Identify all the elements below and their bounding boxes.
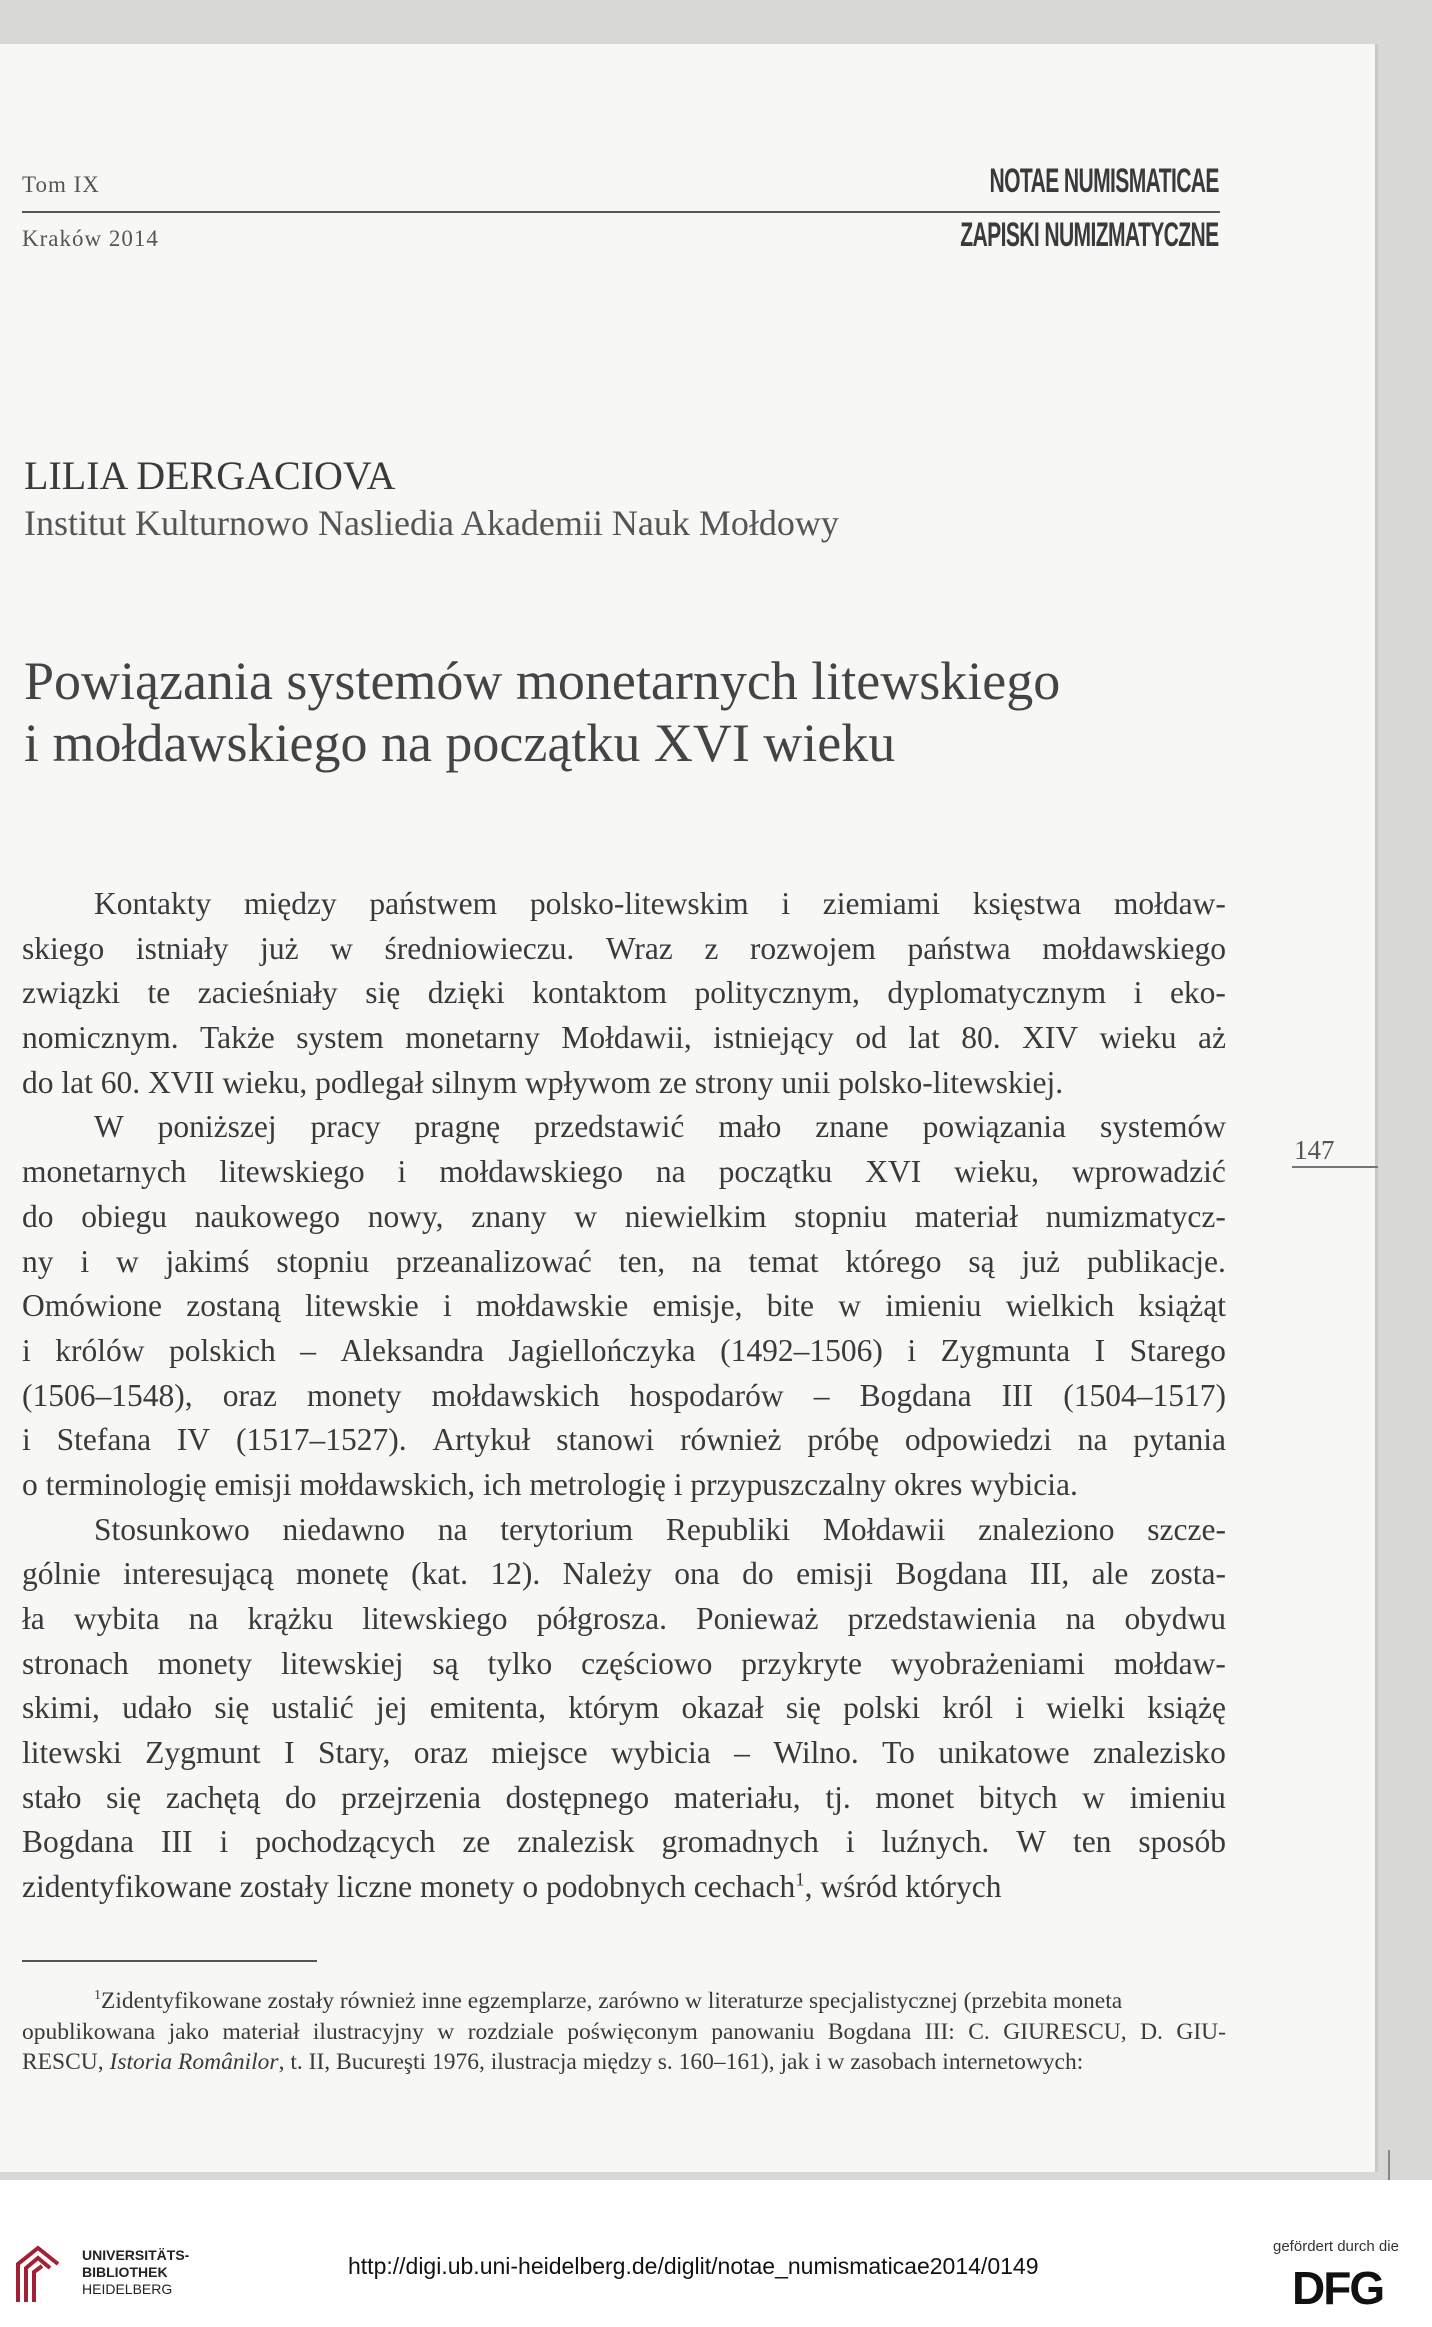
- word: mołdaw-: [1113, 1645, 1226, 1681]
- word: monetę: [295, 1556, 389, 1592]
- word: GIU-: [1176, 2018, 1226, 2045]
- word: litewskiego: [219, 1154, 365, 1190]
- word: Należy: [562, 1556, 652, 1592]
- word: III: [1001, 1377, 1034, 1413]
- word: obiegu: [81, 1198, 167, 1234]
- word: dostępnego: [505, 1779, 650, 1815]
- source-url-link[interactable]: http://digi.ub.uni-heidelberg.de/diglit/notae_numismaticae2014/0149: [348, 2253, 1039, 2279]
- word: rozwojem: [749, 930, 876, 966]
- word: terytorium: [500, 1511, 634, 1547]
- body-line: [22, 1642, 1226, 1687]
- word: III,: [1029, 1556, 1070, 1592]
- word: oraz: [413, 1735, 468, 1771]
- word: tylko: [487, 1645, 553, 1681]
- word: na: [655, 1154, 686, 1190]
- footnote-ref: 1: [795, 1869, 805, 1891]
- body-line: [22, 882, 1226, 927]
- word: półgrosza.: [536, 1601, 667, 1636]
- word: Artykuł: [432, 1422, 531, 1458]
- word: dzięki: [427, 975, 505, 1011]
- body-line: [22, 1105, 1226, 1150]
- word: jej: [375, 1690, 408, 1726]
- word: interesującą: [123, 1556, 274, 1592]
- word: tj.: [825, 1779, 851, 1815]
- footnote-text: RESCU,: [22, 2049, 110, 2075]
- journal-title-latin: NOTAE NUMISMATICAE: [989, 162, 1219, 200]
- word: litewskie: [304, 1288, 419, 1324]
- body-line: [22, 971, 1226, 1016]
- word: w: [437, 2018, 455, 2045]
- body-line: o terminologię emisji mołdawskich, ich metrologię i przypuszczalny okres wybicia.: [22, 1466, 1078, 1502]
- word: ale: [1091, 1556, 1129, 1592]
- word: średniowieczu.: [384, 930, 575, 966]
- word: eko-: [1169, 975, 1226, 1011]
- word: wieku: [1099, 1020, 1177, 1056]
- word: IV: [176, 1422, 211, 1458]
- word: litewskiego: [362, 1601, 508, 1636]
- title-line-2: i mołdawskiego na początku XVI wieku: [24, 713, 896, 773]
- word: pytania: [1133, 1422, 1226, 1458]
- word: szcze-: [1147, 1511, 1226, 1547]
- word: książę: [1147, 1690, 1226, 1726]
- word: znalezisko: [1092, 1735, 1226, 1771]
- word: w: [838, 1288, 862, 1324]
- word: W: [1016, 1824, 1046, 1860]
- body-line: [22, 1597, 1226, 1642]
- word: monetarnych: [22, 1154, 187, 1190]
- word: od: [855, 1020, 887, 1056]
- word: Bogdana: [895, 1556, 1008, 1592]
- word: krążku: [247, 1601, 334, 1636]
- word: litewskiej: [281, 1645, 404, 1681]
- word: temat: [748, 1243, 819, 1279]
- footnote-marker: 1: [94, 1987, 102, 2004]
- word: skimi,: [22, 1690, 100, 1726]
- word: Bogdana: [827, 2018, 912, 2045]
- article-author: LILIA DERGACIOVA: [24, 453, 396, 498]
- word: I: [284, 1735, 295, 1771]
- word: próbę: [807, 1422, 880, 1458]
- body-line: [22, 927, 1226, 972]
- word: ze: [462, 1824, 491, 1860]
- footnote-text: , t. II, Bucureşti 1976, ilustracja między s. 160–161), jak i w zasobach internetowych:: [278, 2049, 1084, 2075]
- body-line: [22, 1508, 1226, 1553]
- word: stopniu: [276, 1243, 370, 1279]
- word: Mołdawii: [822, 1511, 946, 1547]
- word: przedstawienia: [847, 1601, 1037, 1636]
- word: państwa: [907, 930, 1011, 966]
- footnote: [22, 1986, 1226, 2078]
- word: królów: [55, 1332, 145, 1368]
- word: D.: [1140, 2018, 1163, 2045]
- word: w: [330, 930, 353, 966]
- word: hospodarów: [629, 1377, 784, 1413]
- word: opublikowana: [22, 2018, 156, 2045]
- word: Jagiellończyka: [508, 1332, 696, 1368]
- word: na: [691, 1243, 722, 1279]
- word: księstwa: [972, 886, 1082, 921]
- word: (1517–1527).: [235, 1422, 407, 1458]
- word: 80.: [961, 1020, 1001, 1056]
- word: na: [188, 1601, 219, 1636]
- word: w: [1082, 1779, 1105, 1815]
- word: III:: [924, 2018, 955, 2045]
- word: zachętą: [165, 1779, 261, 1815]
- word: politycznym,: [694, 975, 860, 1011]
- word: rozdziale: [467, 2018, 554, 2045]
- word: skiego: [22, 930, 105, 966]
- word: przedstawić: [533, 1109, 685, 1145]
- word: powiązania: [922, 1109, 1067, 1145]
- word: Bogdana: [859, 1377, 972, 1413]
- word: obydwu: [1124, 1601, 1226, 1636]
- word: –: [813, 1377, 830, 1413]
- body-line: [22, 1820, 1226, 1865]
- word: się: [214, 1690, 250, 1726]
- word: –: [734, 1735, 750, 1771]
- word: bite: [766, 1288, 815, 1324]
- page-number: 147: [1292, 1135, 1378, 1168]
- word: luźnych.: [881, 1824, 990, 1860]
- word: mołdawskiego: [1042, 930, 1226, 966]
- word: Stary,: [318, 1735, 391, 1771]
- word: Zygmunta: [940, 1332, 1071, 1368]
- word: częściowo: [581, 1645, 713, 1681]
- word: polsko-litewskim: [529, 886, 749, 921]
- word: ten,: [618, 1243, 666, 1279]
- dfg-logo-text: DFG: [1292, 2262, 1384, 2308]
- word: emisje,: [652, 1288, 743, 1324]
- word: Omówione: [22, 1288, 162, 1324]
- word: pracy: [310, 1109, 381, 1145]
- word: na: [1077, 1422, 1108, 1458]
- body-line: [22, 1552, 1226, 1597]
- word: związki: [22, 975, 120, 1011]
- footnote-line: [22, 2017, 1226, 2048]
- body-line: [22, 1865, 1226, 1910]
- word: król: [942, 1690, 994, 1726]
- word: ła: [22, 1601, 45, 1636]
- word: udało: [122, 1690, 193, 1726]
- word: gólnie: [22, 1556, 101, 1592]
- word: Stosunkowo: [94, 1511, 250, 1547]
- word: dyplomatycznym: [887, 975, 1107, 1011]
- word: bitych: [978, 1779, 1058, 1815]
- word: (1506–1548),: [22, 1377, 193, 1413]
- word: się: [785, 1690, 821, 1726]
- body-line: [22, 1731, 1226, 1776]
- word: ny: [22, 1243, 54, 1279]
- word: oraz: [222, 1377, 277, 1413]
- word: monetarny: [405, 1020, 540, 1056]
- word: C.: [968, 2018, 990, 2045]
- body-line-text: zidentyfikowane zostały liczne monety o podobnych cechach: [22, 1869, 796, 1905]
- word: W: [94, 1109, 124, 1145]
- word: naukowego: [194, 1198, 340, 1234]
- word: stronach: [22, 1645, 129, 1681]
- word: sposób: [1138, 1824, 1226, 1860]
- title-line-1: Powiązania systemów monetarnych litewskiego: [24, 651, 1061, 711]
- word: ustalić: [271, 1690, 354, 1726]
- word: są: [968, 1243, 995, 1279]
- footnote-line: [22, 1986, 1226, 2017]
- word: książąt: [1138, 1288, 1226, 1324]
- word: wprowadzić: [1071, 1154, 1226, 1190]
- word: poświęconym: [567, 2018, 698, 2045]
- page-edge-mark: [1388, 2150, 1398, 2180]
- word: lat: [908, 1020, 940, 1056]
- word: istniały: [135, 930, 229, 966]
- place-year-label: Kraków 2014: [22, 226, 159, 251]
- word: mało: [718, 1109, 782, 1145]
- word: i: [845, 1824, 855, 1860]
- word: zostaną: [186, 1288, 281, 1324]
- word: przejrzenia: [341, 1779, 481, 1815]
- word: XIV: [1022, 1020, 1079, 1056]
- word: między: [243, 886, 337, 921]
- word: jakimś: [165, 1243, 250, 1279]
- funder-caption: gefördert durch die: [1273, 2238, 1399, 2255]
- footnote-italic-title: Istoria Românilor: [109, 2049, 279, 2075]
- word: i: [442, 1288, 452, 1324]
- word: przeanalizować: [396, 1243, 592, 1279]
- word: wybicia: [611, 1735, 711, 1771]
- article-title: [24, 650, 1254, 774]
- word: się: [106, 1779, 142, 1815]
- word: ona: [674, 1556, 720, 1592]
- word: z: [704, 930, 719, 966]
- word: niedawno: [282, 1511, 405, 1547]
- body-line: [22, 1284, 1226, 1329]
- body-line: [22, 1016, 1226, 1061]
- word: już: [1021, 1243, 1060, 1279]
- word: istniejący: [713, 1020, 834, 1056]
- word: już: [260, 930, 299, 966]
- body-line: [22, 1240, 1226, 1285]
- word: znaleziono: [978, 1511, 1115, 1547]
- word: pochodzących: [255, 1824, 436, 1860]
- word: pragnę: [414, 1109, 501, 1145]
- word: Zygmunt: [145, 1735, 261, 1771]
- word: emitenta,: [429, 1690, 547, 1726]
- word: Wilno.: [773, 1735, 859, 1771]
- word: jako: [168, 2018, 210, 2045]
- word: i: [80, 1243, 90, 1279]
- word: są: [432, 1645, 459, 1681]
- word: Stefana: [56, 1422, 152, 1458]
- body-line: [22, 1195, 1226, 1240]
- word: materiał: [914, 1198, 1018, 1234]
- word: zacieśniały: [197, 975, 338, 1011]
- footnote-rule: [22, 1960, 317, 1962]
- word: (1504–1517): [1063, 1377, 1226, 1413]
- word: polskich: [169, 1332, 276, 1368]
- word: Starego: [1129, 1332, 1226, 1368]
- word: i: [907, 1332, 917, 1368]
- word: aż: [1198, 1020, 1226, 1056]
- word: znany: [471, 1198, 547, 1234]
- word: Aleksandra: [340, 1332, 484, 1368]
- body-line: [22, 1329, 1226, 1374]
- word: systemów: [1099, 1109, 1226, 1145]
- body-line: do lat 60. XVII wieku, podlegał silnym wpływom ze strony unii polsko-litewskiej.: [22, 1064, 1064, 1100]
- word: materiał: [222, 2018, 300, 2045]
- library-name: UNIVERSITÄTS- BIBLIOTHEK HEIDELBERG: [82, 2247, 190, 2297]
- word: wielki: [1046, 1690, 1126, 1726]
- word: kontaktom: [532, 975, 667, 1011]
- word: i: [1133, 975, 1143, 1011]
- word: początku: [718, 1154, 833, 1190]
- word: na: [437, 1511, 468, 1547]
- volume-label: Tom IX: [22, 172, 100, 197]
- word: odpowiedzi: [904, 1422, 1052, 1458]
- word: państwem: [369, 886, 498, 921]
- word: Także: [200, 1020, 275, 1056]
- word: system: [296, 1020, 384, 1056]
- body-line: [22, 1374, 1226, 1419]
- word: do: [22, 1198, 54, 1234]
- word: ziemiami: [822, 886, 940, 921]
- word: (kat.: [411, 1556, 468, 1592]
- word: te: [147, 975, 171, 1011]
- body-line-text: , wśród których: [804, 1869, 1002, 1905]
- word: również: [680, 1422, 782, 1458]
- word: i: [781, 886, 791, 921]
- word: nomicznym.: [22, 1020, 179, 1056]
- word: Mołdawii,: [561, 1020, 692, 1056]
- word: I: [1094, 1332, 1106, 1368]
- footnote-text: Zidentyfikowane zostały również inne egzemplarze, zarówno w literaturze specjalistycznej (przebita moneta: [101, 1988, 1123, 2014]
- word: XVI: [865, 1154, 922, 1190]
- word: wielkich: [1005, 1288, 1115, 1324]
- word: w: [115, 1243, 139, 1279]
- word: ten: [1072, 1824, 1112, 1860]
- word: (1492–1506): [720, 1332, 883, 1368]
- word: i: [22, 1422, 31, 1458]
- body-line: [22, 1150, 1226, 1195]
- word: zosta-: [1150, 1556, 1226, 1592]
- header-rule: [22, 211, 1220, 213]
- word: przykryte: [741, 1645, 862, 1681]
- word: stanowi: [556, 1422, 655, 1458]
- word: ilustracyjny: [312, 2018, 424, 2045]
- word: stopniu: [794, 1198, 887, 1234]
- word: Ponieważ: [696, 1601, 819, 1636]
- word: i: [219, 1824, 229, 1860]
- word: imieniu: [885, 1288, 982, 1324]
- word: Kontakty: [94, 886, 212, 921]
- author-institute: Institut Kulturnowo Nasliedia Akademii Nauk Mołdowy: [24, 503, 839, 543]
- word: monety: [157, 1645, 253, 1681]
- word: w: [574, 1198, 597, 1234]
- word: materiału,: [673, 1779, 801, 1815]
- word: znane: [815, 1109, 889, 1145]
- word: publikacje.: [1086, 1243, 1226, 1279]
- word: wyobrażeniami: [890, 1645, 1086, 1681]
- word: miejsce: [491, 1735, 588, 1771]
- word: emisji: [796, 1556, 874, 1592]
- word: imieniu: [1129, 1779, 1226, 1815]
- body-line: [22, 1418, 1226, 1463]
- word: 12).: [490, 1556, 541, 1592]
- word: Wraz: [605, 930, 673, 966]
- word: III: [160, 1824, 193, 1860]
- word: panowaniu: [711, 2018, 815, 2045]
- word: okazał: [681, 1690, 764, 1726]
- word: mołdawskiego: [439, 1154, 623, 1190]
- word: numizmatycz-: [1045, 1198, 1226, 1234]
- word: wybita: [73, 1601, 160, 1636]
- word: wieku,: [954, 1154, 1040, 1190]
- word: którym: [568, 1690, 660, 1726]
- body-text: [22, 882, 1226, 1910]
- word: i: [397, 1154, 407, 1190]
- word: –: [300, 1332, 317, 1368]
- word: polski: [843, 1690, 921, 1726]
- word: mołdawskich: [431, 1377, 600, 1413]
- word: Bogdana: [22, 1824, 134, 1860]
- word: Republiki: [665, 1511, 791, 1547]
- word: litewski: [22, 1735, 122, 1771]
- word: którego: [845, 1243, 942, 1279]
- word: mołdawskie: [475, 1288, 629, 1324]
- word: się: [365, 975, 401, 1011]
- word: niewielkim: [624, 1198, 767, 1234]
- word: monety: [307, 1377, 402, 1413]
- body-line: [22, 1686, 1226, 1731]
- word: do: [284, 1779, 317, 1815]
- library-logo-icon: [12, 2244, 66, 2304]
- word: mołdaw-: [1113, 886, 1226, 921]
- word: i: [22, 1332, 31, 1368]
- word: znalezisk: [517, 1824, 635, 1860]
- word: nowy,: [367, 1198, 444, 1234]
- journal-title-polish: ZAPISKI NUMIZMATYCZNE: [960, 216, 1219, 254]
- word: unikatowe: [938, 1735, 1070, 1771]
- word: GIURESCU,: [1003, 2018, 1127, 2045]
- word: do: [742, 1556, 774, 1592]
- word: na: [1065, 1601, 1096, 1636]
- word: i: [1015, 1690, 1025, 1726]
- body-line: [22, 1776, 1226, 1821]
- dfg-logo-icon: [1290, 2260, 1410, 2308]
- word: stało: [22, 1779, 82, 1815]
- word: gromadnych: [661, 1824, 819, 1860]
- word: monet: [875, 1779, 955, 1815]
- word: poniższej: [157, 1109, 277, 1145]
- footnote-line: [22, 2047, 1226, 2078]
- word: To: [882, 1735, 915, 1771]
